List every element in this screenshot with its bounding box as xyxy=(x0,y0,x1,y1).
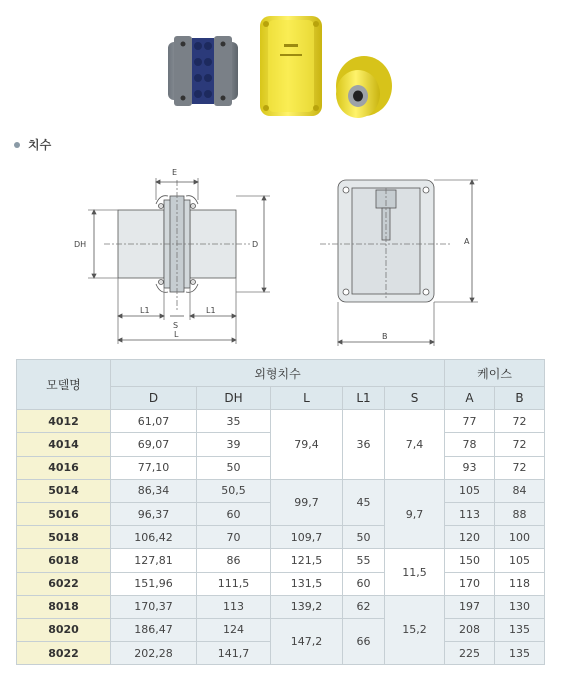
cell-A: 77 xyxy=(445,410,495,433)
cell-L1: 50 xyxy=(343,526,385,549)
cell-L: 121,5 xyxy=(271,549,343,572)
cell-DH: 86 xyxy=(197,549,271,572)
label-E: E xyxy=(172,168,178,177)
label-A: A xyxy=(464,237,470,246)
cell-B: 84 xyxy=(495,479,545,502)
cell-B: 105 xyxy=(495,549,545,572)
spec-table xyxy=(16,359,545,665)
cell-DH: 60 xyxy=(197,502,271,525)
table-row xyxy=(17,479,545,502)
cell-L: 131,5 xyxy=(271,572,343,595)
cell-L1: 45 xyxy=(343,479,385,525)
cell-L: 109,7 xyxy=(271,526,343,549)
cell-model: 4012 xyxy=(17,410,111,433)
cell-DH: 141,7 xyxy=(197,642,271,665)
cell-A: 93 xyxy=(445,456,495,479)
label-S: S xyxy=(173,321,179,330)
cell-S: 15,2 xyxy=(385,595,445,665)
cell-model: 6022 xyxy=(17,572,111,595)
table-row xyxy=(17,595,545,618)
cell-L: 147,2 xyxy=(271,618,343,664)
cell-D: 86,34 xyxy=(111,479,197,502)
cell-A: 78 xyxy=(445,433,495,456)
section-heading-text: 치수 xyxy=(28,138,52,152)
cell-model: 5018 xyxy=(17,526,111,549)
table-row xyxy=(17,572,545,595)
cell-A: 225 xyxy=(445,642,495,665)
cell-DH: 39 xyxy=(197,433,271,456)
label-L1-left: L1 xyxy=(140,306,150,315)
cell-DH: 35 xyxy=(197,410,271,433)
header-case: 케이스 xyxy=(445,360,545,387)
label-L: L xyxy=(174,330,179,339)
cell-DH: 70 xyxy=(197,526,271,549)
cell-L1: 66 xyxy=(343,618,385,664)
header-col-B: B xyxy=(495,387,545,410)
side-view-drawing xyxy=(60,160,300,350)
cell-B: 72 xyxy=(495,410,545,433)
cell-model: 8018 xyxy=(17,595,111,618)
cell-DH: 113 xyxy=(197,595,271,618)
table-row xyxy=(17,549,545,572)
cell-B: 135 xyxy=(495,642,545,665)
product-photos xyxy=(160,12,420,130)
cell-B: 100 xyxy=(495,526,545,549)
header-col-D: D xyxy=(111,387,197,410)
table-row xyxy=(17,410,545,433)
cell-L: 139,2 xyxy=(271,595,343,618)
cell-L1: 36 xyxy=(343,410,385,480)
cell-model: 5016 xyxy=(17,502,111,525)
cased-coupling-photo xyxy=(336,56,392,118)
cell-A: 113 xyxy=(445,502,495,525)
label-DH: DH xyxy=(74,240,87,249)
cell-B: 88 xyxy=(495,502,545,525)
cell-A: 120 xyxy=(445,526,495,549)
cell-D: 186,47 xyxy=(111,618,197,641)
cell-S: 7,4 xyxy=(385,410,445,480)
table-group-5000 xyxy=(17,479,545,549)
cell-D: 170,37 xyxy=(111,595,197,618)
table-group-4000 xyxy=(17,410,545,480)
header-col-DH: DH xyxy=(197,387,271,410)
cell-model: 5014 xyxy=(17,479,111,502)
label-B: B xyxy=(382,332,388,341)
cell-D: 106,42 xyxy=(111,526,197,549)
cell-L: 79,4 xyxy=(271,410,343,480)
cell-A: 208 xyxy=(445,618,495,641)
header-model: 모델명 xyxy=(17,360,111,410)
cell-L1: 55 xyxy=(343,549,385,572)
cell-L1: 62 xyxy=(343,595,385,618)
cell-A: 105 xyxy=(445,479,495,502)
table-row xyxy=(17,618,545,641)
cell-D: 151,96 xyxy=(111,572,197,595)
cell-model: 6018 xyxy=(17,549,111,572)
cell-B: 118 xyxy=(495,572,545,595)
cell-A: 197 xyxy=(445,595,495,618)
cell-A: 150 xyxy=(445,549,495,572)
cell-A: 170 xyxy=(445,572,495,595)
cell-model: 4014 xyxy=(17,433,111,456)
cell-D: 77,10 xyxy=(111,456,197,479)
cell-S: 11,5 xyxy=(385,549,445,595)
cell-D: 127,81 xyxy=(111,549,197,572)
label-D: D xyxy=(252,240,259,249)
cell-B: 72 xyxy=(495,456,545,479)
cell-model: 8020 xyxy=(17,618,111,641)
label-L1-right: L1 xyxy=(206,306,216,315)
cell-DH: 124 xyxy=(197,618,271,641)
yellow-case-photo xyxy=(260,16,322,116)
header-col-L1: L1 xyxy=(343,387,385,410)
cell-S: 9,7 xyxy=(385,479,445,549)
cell-D: 61,07 xyxy=(111,410,197,433)
cell-B: 72 xyxy=(495,433,545,456)
cell-L1: 60 xyxy=(343,572,385,595)
bullet-icon xyxy=(14,142,20,148)
cell-model: 4016 xyxy=(17,456,111,479)
cell-D: 96,37 xyxy=(111,502,197,525)
end-view-drawing xyxy=(312,168,492,348)
cell-DH: 50,5 xyxy=(197,479,271,502)
cell-D: 202,28 xyxy=(111,642,197,665)
cell-D: 69,07 xyxy=(111,433,197,456)
header-col-S: S xyxy=(385,387,445,410)
chain-coupling-photo xyxy=(168,36,238,106)
header-col-L: L xyxy=(271,387,343,410)
cell-DH: 111,5 xyxy=(197,572,271,595)
cell-model: 8022 xyxy=(17,642,111,665)
cell-B: 130 xyxy=(495,595,545,618)
table-group-8000 xyxy=(17,595,545,665)
cell-B: 135 xyxy=(495,618,545,641)
cell-L: 99,7 xyxy=(271,479,343,525)
header-outer-dims: 외형치수 xyxy=(111,360,445,387)
header-col-A: A xyxy=(445,387,495,410)
table-row xyxy=(17,526,545,549)
table-group-6000 xyxy=(17,549,545,595)
cell-DH: 50 xyxy=(197,456,271,479)
section-heading xyxy=(14,136,51,153)
